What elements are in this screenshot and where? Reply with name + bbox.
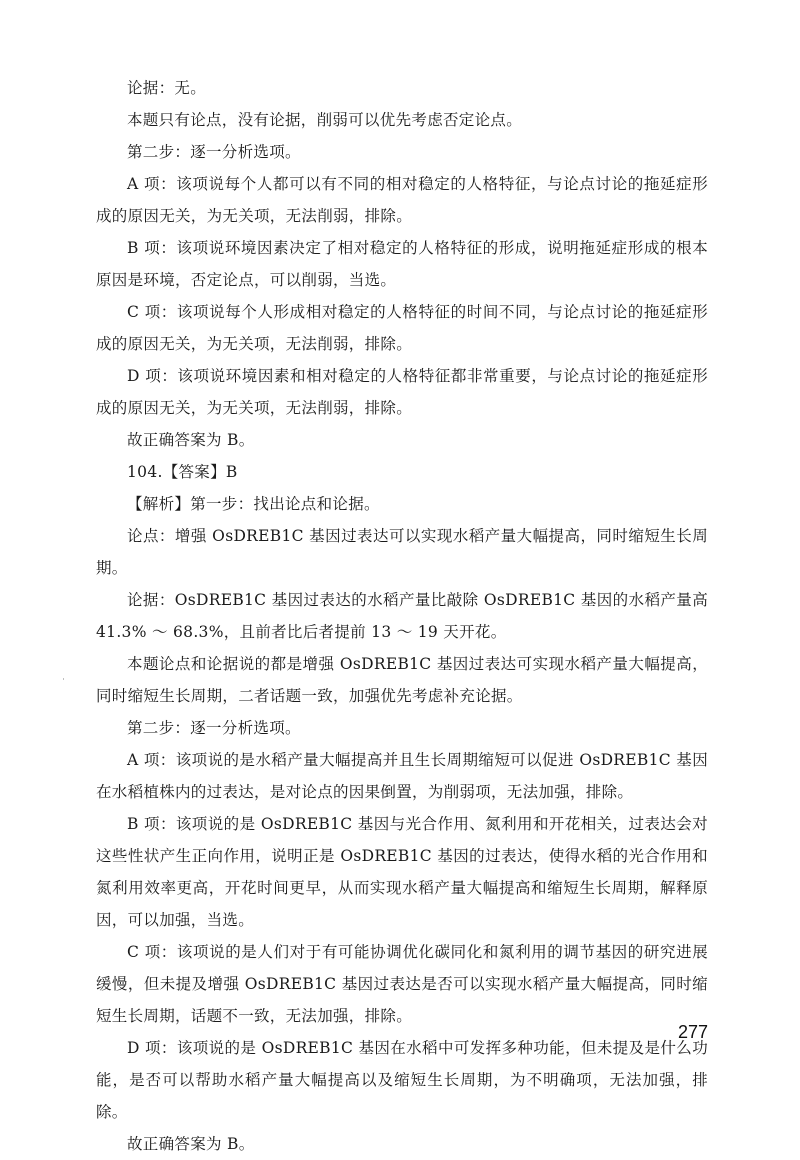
paragraph-argument: 论点：增强 OsDREB1C 基因过表达可以实现水稻产量大幅提高，同时缩短生长周期。: [96, 527, 708, 577]
paragraph-option-c: C 项：该项说每个人形成相对稳定的人格特征的时间不同，与论点讨论的拖延症形成的原因无关，为无关项，无法削弱，排除。: [96, 303, 708, 353]
paragraph-option-a: A 项：该项说每个人都可以有不同的相对稳定的人格特征，与论点讨论的拖延症形成的原因无关，为无关项，无法削弱，排除。: [96, 175, 708, 225]
question-104-answer: 104.【答案】B: [127, 463, 238, 481]
paragraph-option-b: B 项：该项说环境因素决定了相对稳定的人格特征的形成，说明拖延症形成的根本原因是环境，否定论点，可以削弱，当选。: [96, 239, 708, 289]
paragraph-step-two: 第二步：逐一分析选项。: [127, 143, 301, 161]
paragraph-answer: 故正确答案为 B。: [127, 431, 255, 449]
paragraph-option-a-104: A 项：该项说的是水稻产量大幅提高并且生长周期缩短可以促进 OsDREB1C 基因在水稻植株内的过表达，是对论点的因果倒置，为削弱项，无法加强，排除。: [96, 751, 708, 801]
paragraph-evidence: 论据：OsDREB1C 基因过表达的水稻产量比敲除 OsDREB1C 基因的水稻产量高 41.3% ～ 68.3%，且前者比后者提前 13 ～ 19 天开花。: [96, 591, 708, 641]
page-body: [96, 72, 708, 1160]
paragraph-analysis-step-one: 【解析】第一步：找出论点和论据。: [127, 495, 380, 513]
scan-speck: [63, 678, 64, 680]
paragraph-option-b-104: B 项：该项说的是 OsDREB1C 基因与光合作用、氮利用和开花相关，过表达会对这些性状产生正向作用，说明正是 OsDREB1C 基因的过表达，使得水稻的光合作用和氮利用效率更高，开花时间更早，从而实现水稻产量大幅提高和缩短生长周期，解释原因，可以加强，当选。: [96, 815, 708, 929]
page-number: 277: [677, 1022, 708, 1042]
paragraph-summary: 本题论点和论据说的都是增强 OsDREB1C 基因过表达可实现水稻产量大幅提高，同时缩短生长周期，二者话题一致，加强优先考虑补充论据。: [96, 655, 708, 705]
paragraph-evidence-none: 论据：无。: [127, 79, 207, 97]
paragraph-option-d: D 项：该项说环境因素和相对稳定的人格特征都非常重要，与论点讨论的拖延症形成的原因无关，为无关项，无法削弱，排除。: [96, 367, 708, 417]
paragraph-step-two-104: 第二步：逐一分析选项。: [127, 719, 301, 737]
paragraph-option-d-104: D 项：该项说的是 OsDREB1C 基因在水稻中可发挥多种功能，但未提及是什么功能，是否可以帮助水稻产量大幅提高以及缩短生长周期，为不明确项，无法加强，排除。: [96, 1039, 708, 1121]
paragraph-answer-104: 故正确答案为 B。: [127, 1135, 255, 1153]
paragraph-option-c-104: C 项：该项说的是人们对于有可能协调优化碳同化和氮利用的调节基因的研究进展缓慢，但未提及增强 OsDREB1C 基因过表达是否可以实现水稻产量大幅提高，同时缩短生长周期，话题不一致，无法加强，排除。: [96, 943, 708, 1025]
paragraph-note: 本题只有论点，没有论据，削弱可以优先考虑否定论点。: [127, 111, 523, 129]
